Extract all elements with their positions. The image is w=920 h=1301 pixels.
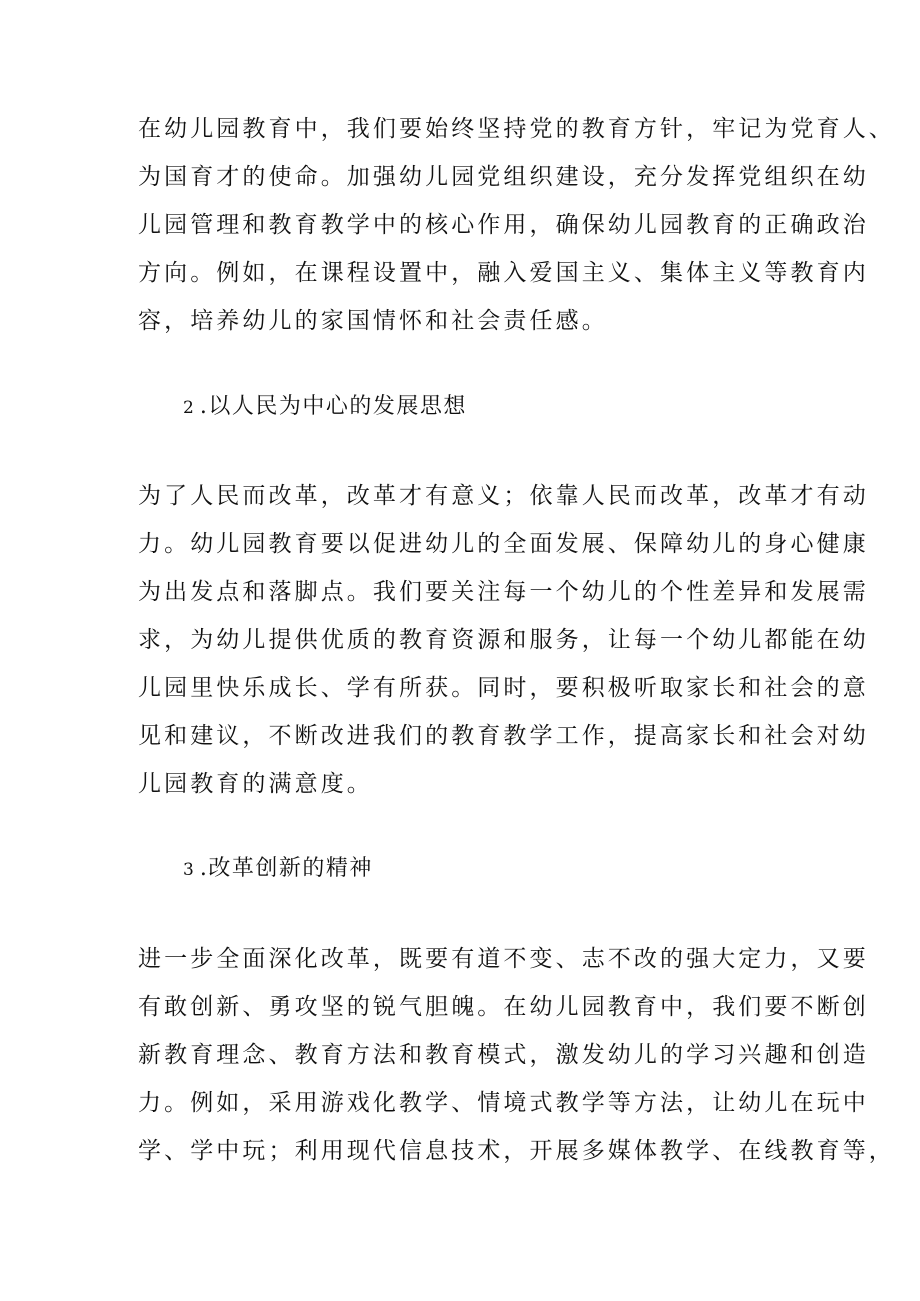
paragraph-line: 为了人民而改革，改革才有意义；依靠人民而改革，改革才有动 xyxy=(138,483,869,509)
paragraph-line: 为出发点和落脚点。我们要关注每一个幼儿的个性差异和发展需 xyxy=(138,579,869,605)
paragraph-line: 儿园教育的满意度。 xyxy=(138,771,373,797)
paragraph-line: 新教育理念、教育方法和教育模式，激发幼儿的学习兴趣和创造 xyxy=(138,1042,869,1068)
heading-text: .以人民为中心的发展思想 xyxy=(199,394,467,419)
paragraph-line: 方向。例如，在课程设置中，融入爱国主义、集体主义等教育内 xyxy=(138,260,869,286)
heading-number: 3 xyxy=(183,860,194,880)
paragraph-line: 在幼儿园教育中，我们要始终坚持党的教育方针，牢记为党育人、 xyxy=(138,116,895,142)
paragraph-line: 学、学中玩；利用现代信息技术，开展多媒体教学、在线教育等， xyxy=(138,1138,895,1164)
paragraph-line: 力。幼儿园教育要以促进幼儿的全面发展、保障幼儿的身心健康 xyxy=(138,531,869,557)
section-heading-2 xyxy=(183,392,467,423)
heading-text: .改革创新的精神 xyxy=(199,856,373,881)
paragraph-line: 求，为幼儿提供优质的教育资源和服务，让每一个幼儿都能在幼 xyxy=(138,627,869,653)
paragraph-line: 见和建议，不断改进我们的教育教学工作，提高家长和社会对幼 xyxy=(138,723,869,749)
paragraph-line: 儿园里快乐成长、学有所获。同时，要积极听取家长和社会的意 xyxy=(138,675,869,701)
paragraph-line: 有敢创新、勇攻坚的锐气胆魄。在幼儿园教育中，我们要不断创 xyxy=(138,994,869,1020)
paragraph-line: 容，培养幼儿的家国情怀和社会责任感。 xyxy=(138,308,608,334)
paragraph-line: 力。例如，采用游戏化教学、情境式教学等方法，让幼儿在玩中 xyxy=(138,1090,869,1116)
section-heading-3 xyxy=(183,854,373,885)
paragraph-line: 进一步全面深化改革，既要有道不变、志不改的强大定力，又要 xyxy=(138,946,869,972)
heading-number: 2 xyxy=(183,398,194,418)
paragraph-line: 儿园管理和教育教学中的核心作用，确保幼儿园教育的正确政治 xyxy=(138,212,869,238)
paragraph-line: 为国育才的使命。加强幼儿园党组织建设，充分发挥党组织在幼 xyxy=(138,164,869,190)
